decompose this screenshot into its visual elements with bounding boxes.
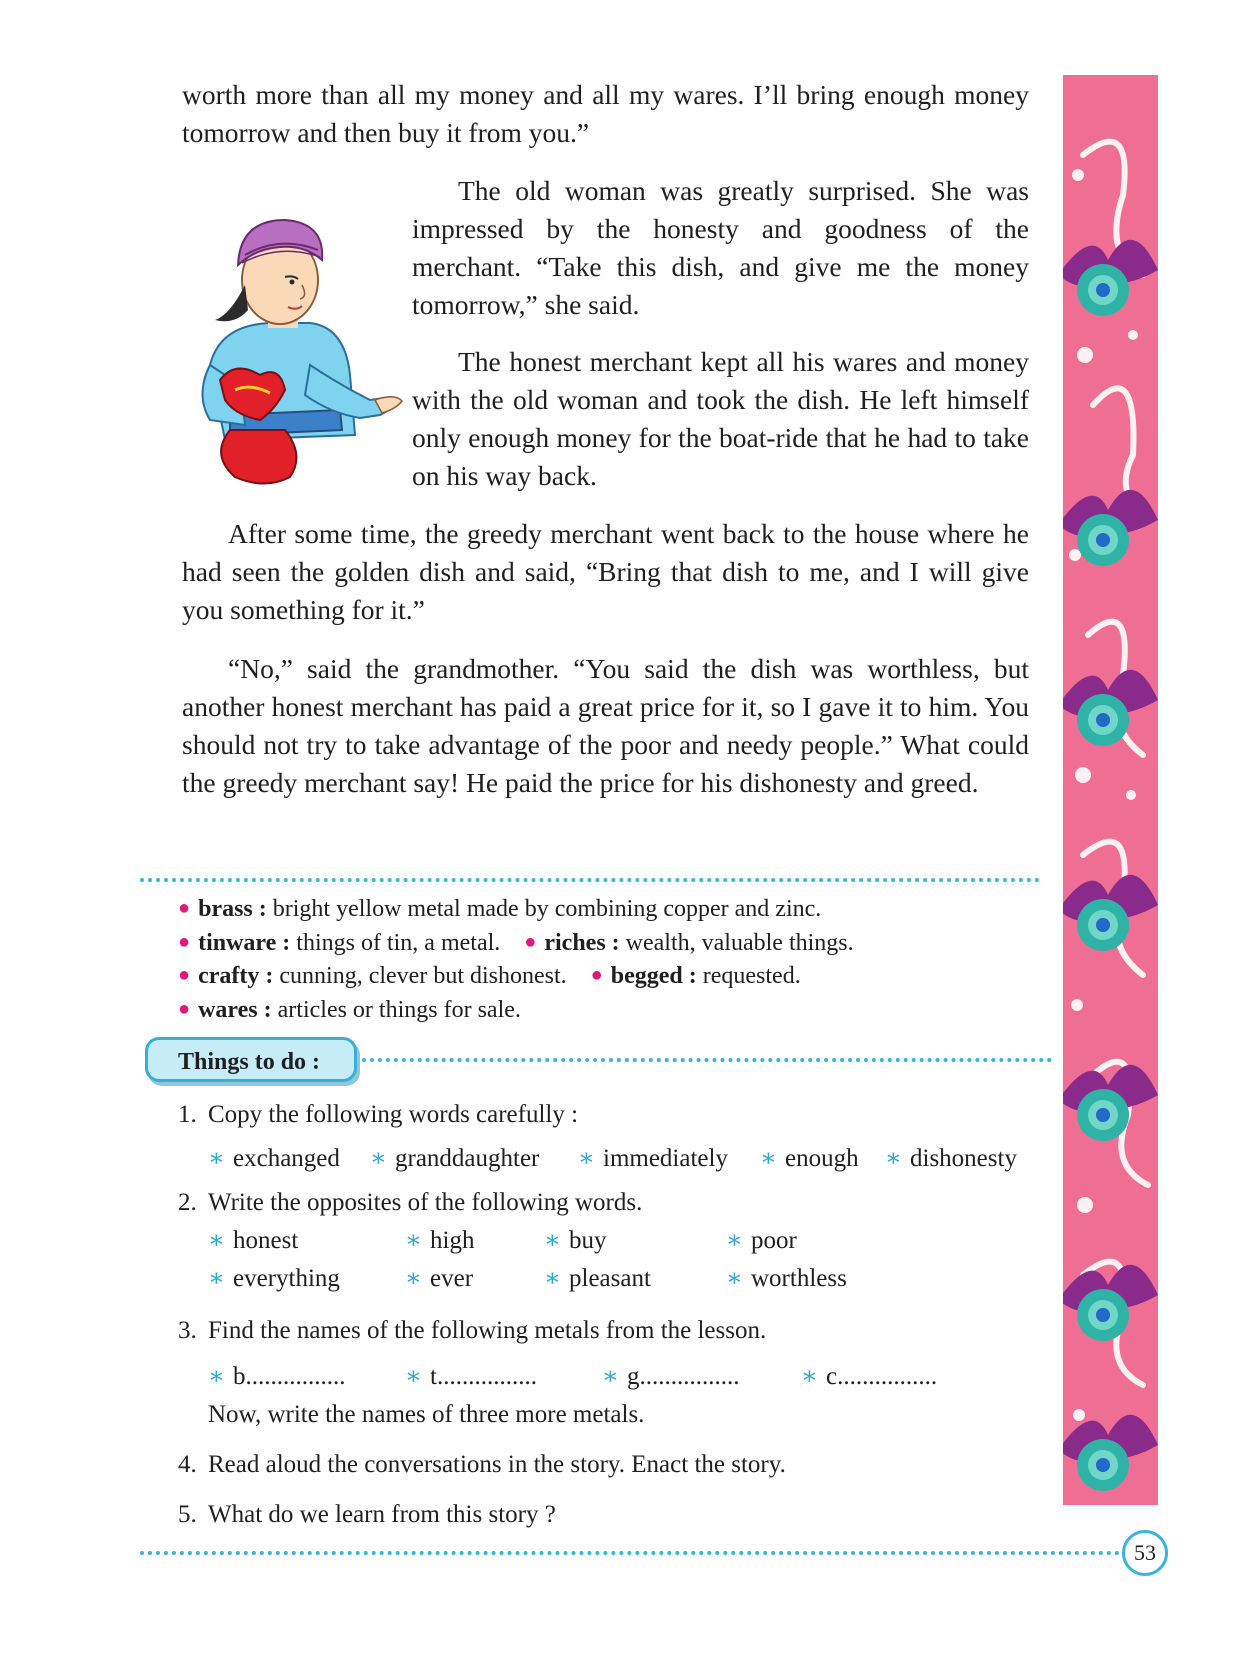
blank-item: ∗ t................ (405, 1363, 537, 1390)
word-item: ∗ enough (760, 1145, 859, 1172)
exercise-3-extra: Now, write the names of three more metals. (208, 1401, 645, 1428)
glossary-term: tinware : (198, 929, 291, 956)
word-item: ∗ worthless (726, 1265, 847, 1292)
decorative-floral-border (1063, 75, 1158, 1505)
glossary-definition: things of tin, a metal. (296, 929, 501, 956)
exercise-2-words-row-1 (208, 1224, 908, 1258)
glossary-term: wares : (198, 996, 272, 1023)
glossary-line: ● tinware : things of tin, a metal. ● riches : wealth, valuable things. (178, 929, 854, 956)
glossary-line: ● wares : articles or things for sale. (178, 996, 521, 1023)
story-paragraph-2: The old woman was greatly surprised. She was impressed by the honesty and goodness of the merchant. “Take this dish, and give me the money tomorrow,” she said. (412, 175, 1029, 320)
footer-divider (140, 1551, 1120, 1555)
star-icon: ∗ (208, 1145, 225, 1172)
glossary (178, 892, 1058, 1026)
page-number: 53 (1122, 1530, 1168, 1576)
word-item: ∗ exchanged (208, 1145, 340, 1172)
exercise-number: 1. (178, 1101, 197, 1128)
star-icon: ∗ (578, 1145, 595, 1172)
star-icon: ∗ (602, 1363, 619, 1390)
exercise-text: Copy the following words carefully : (208, 1101, 579, 1128)
exercise-text: Write the opposites of the following words. (208, 1189, 643, 1216)
blank-item: ∗ g................ (602, 1363, 740, 1390)
glossary-definition: bright yellow metal made by combining copper and zinc. (272, 896, 822, 922)
glossary-definition: articles or things for sale. (277, 996, 521, 1023)
word-item: ∗ poor (726, 1227, 797, 1254)
glossary-definition: requested. (702, 963, 801, 989)
glossary-definition: cunning, clever but dishonest. (279, 963, 567, 989)
word-item: ∗ ever (405, 1265, 474, 1292)
exercise-text: Read aloud the conversations in the story. Enact the story. (208, 1451, 786, 1478)
exercise-text: Find the names of the following metals from the lesson. (208, 1317, 767, 1344)
star-icon: ∗ (726, 1265, 743, 1292)
star-icon: ∗ (405, 1227, 422, 1254)
blank-item: ∗ c................ (801, 1363, 938, 1390)
glossary-term: riches : (544, 929, 620, 956)
blank-item: ∗ b................ (208, 1363, 346, 1390)
exercise-2 (178, 1186, 642, 1220)
exercise-number: 2. (178, 1189, 197, 1216)
star-icon: ∗ (544, 1265, 561, 1292)
star-icon: ∗ (208, 1227, 225, 1254)
word-item: ∗ everything (208, 1265, 340, 1292)
star-icon: ∗ (885, 1145, 902, 1172)
star-icon: ∗ (544, 1227, 561, 1254)
glossary-divider (140, 878, 1040, 882)
glossary-term: begged : (610, 963, 697, 989)
exercise-3-blanks (208, 1360, 968, 1394)
story-paragraph-4: After some time, the greedy merchant went back to the house where he had seen the golden dish and said, “Bring that dish to me, and I will give you something for it.” (182, 518, 1029, 625)
word-item: ∗ honest (208, 1227, 299, 1254)
star-icon: ∗ (208, 1363, 225, 1390)
word-item: ∗ buy (544, 1227, 607, 1254)
exercise-5 (178, 1498, 556, 1532)
things-to-do-divider (362, 1058, 1052, 1062)
word-item: ∗ granddaughter (370, 1145, 540, 1172)
word-item: ∗ immediately (578, 1145, 728, 1172)
story-paragraph-5: “No,” said the grandmother. “You said the dish was worthless, but another honest merchant has paid a great price for it, so I gave it to him. You should not try to take advantage of the poor and needy people.” What could the greedy merchant say! He paid the price for his dishonesty and greed. (182, 653, 1029, 798)
star-icon: ∗ (405, 1363, 422, 1390)
things-to-do-heading: Things to do : (145, 1037, 357, 1082)
story-paragraph-1: worth more than all my money and all my wares. I’ll bring enough money tomorrow and then buy it from you.” (182, 79, 1029, 148)
star-icon: ∗ (208, 1265, 225, 1292)
exercise-number: 5. (178, 1501, 197, 1528)
exercise-number: 3. (178, 1317, 197, 1344)
glossary-line: ● brass : bright yellow metal made by combining copper and zinc. (178, 896, 822, 922)
exercise-2-words-row-2 (208, 1262, 908, 1296)
star-icon: ∗ (726, 1227, 743, 1254)
glossary-term: brass : (198, 896, 267, 922)
star-icon: ∗ (405, 1265, 422, 1292)
exercise-text: What do we learn from this story ? (208, 1501, 556, 1528)
glossary-line: ● crafty : cunning, clever but dishonest. ● begged : requested. (178, 963, 801, 989)
star-icon: ∗ (801, 1363, 818, 1390)
star-icon: ∗ (370, 1145, 387, 1172)
exercise-1-words (208, 1142, 1028, 1176)
exercise-number: 4. (178, 1451, 197, 1478)
glossary-term: crafty : (198, 963, 274, 989)
exercise-4 (178, 1448, 786, 1482)
star-icon: ∗ (760, 1145, 777, 1172)
glossary-definition: wealth, valuable things. (625, 929, 854, 956)
exercise-3 (178, 1314, 766, 1348)
word-item: ∗ high (405, 1227, 475, 1254)
word-item: ∗ pleasant (544, 1265, 651, 1292)
word-item: ∗ dishonesty (885, 1145, 1017, 1172)
merchant-illustration (190, 215, 405, 490)
story-paragraph-3: The honest merchant kept all his wares and money with the old woman and took the dish. He left himself only enough money for the boat-ride that he had to take on his way back. (412, 346, 1029, 491)
exercise-1 (178, 1098, 578, 1132)
